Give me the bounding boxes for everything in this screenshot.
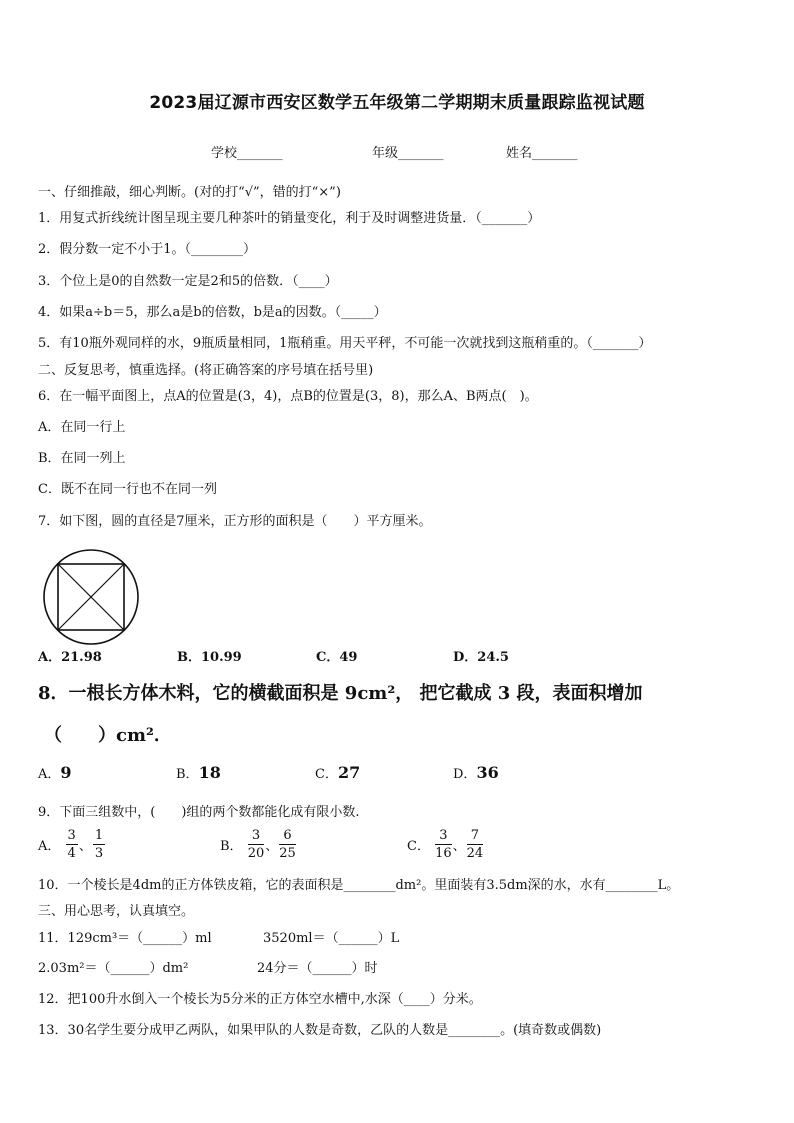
option-label: B． — [220, 839, 243, 854]
option-value: 9 — [60, 763, 72, 782]
question-5: 5．有10瓶外观同样的水，9瓶质量相同，1瓶稍重。用天平秤，不可能一次就找到这瓶稍重的。（_______） — [38, 336, 652, 351]
question-6-option-b: B．在同一列上 — [38, 451, 126, 466]
question-7-option-c: C．49 — [316, 650, 358, 665]
name-field: 姓名_______ — [506, 146, 578, 161]
fraction: $\frac{3}{4}$ — [67, 828, 76, 861]
fraction: $\frac{7}{24}$ — [466, 828, 484, 861]
question-8-option-b — [176, 763, 221, 782]
fraction: $\frac{6}{25}$ — [279, 828, 296, 861]
question-8-line-1: 8．一根长方体木料，它的横截面积是 9cm²， 把它截成 3 段，表面积增加 — [38, 683, 643, 704]
option-label: A． — [38, 839, 61, 854]
option-label: A． — [38, 767, 61, 782]
question-9-option-c: C． $\frac{3}{16}$ 、 $\frac{7}{24}$ — [407, 828, 484, 861]
grade-field: 年级_______ — [372, 146, 444, 161]
option-label: C． — [407, 839, 430, 854]
question-6-option-c: C．既不在同一行也不在同一列 — [38, 482, 217, 497]
section-2-heading: 二、反复思考，慎重选择。(将正确答案的序号填在括号里) — [38, 363, 374, 378]
option-label: D． — [453, 767, 477, 782]
question-7-stem: 7．如下图，圆的直径是7厘米，正方形的面积是（ ）平方厘米。 — [38, 514, 432, 529]
question-9-stem: 9．下面三组数中，( )组的两个数都能化成有限小数. — [38, 805, 360, 820]
question-2: 2．假分数一定不小于1。（________） — [38, 242, 257, 257]
question-8-option-d — [453, 763, 499, 782]
question-8-option-c — [315, 763, 360, 782]
question-11-a: 11．129cm³＝（______）ml — [38, 931, 212, 946]
page-title: 2023届辽源市西安区数学五年级第二学期期末质量跟踪监视试题 — [149, 93, 645, 113]
option-value: 36 — [476, 763, 499, 782]
school-field: 学校_______ — [211, 146, 283, 161]
question-6-stem: 6．在一幅平面图上，点A的位置是(3，4)，点B的位置是(3，8)，那么A、B两点( )。 — [38, 389, 538, 404]
fraction: $\frac{3}{20}$ — [247, 828, 265, 861]
circle-square-figure — [42, 548, 140, 646]
question-8-line-2: （ ）cm²． — [44, 725, 172, 746]
option-label: B． — [176, 767, 199, 782]
section-3-heading: 三、用心思考，认真填空。 — [38, 904, 195, 919]
question-7-option-a: A．21.98 — [38, 650, 102, 665]
fraction: $\frac{1}{3}$ — [94, 828, 104, 861]
question-11-b: 3520ml＝（______）L — [263, 931, 400, 946]
question-3: 3．个位上是0的自然数一定是2和5的倍数．（____） — [38, 274, 338, 289]
question-12: 12．把100升水倒入一个棱长为5分米的正方体空水槽中,水深（____）分米。 — [38, 992, 482, 1007]
question-9-option-a: A． $\frac{3}{4}$ 、 $\frac{1}{3}$ — [38, 828, 104, 861]
fraction: $\frac{3}{16}$ — [435, 828, 452, 861]
question-4: 4．如果a÷b＝5，那么a是b的倍数，b是a的因数。（_____） — [38, 305, 387, 320]
option-value: 18 — [198, 763, 221, 782]
question-8-option-a — [38, 763, 72, 782]
question-9-option-b: B． $\frac{3}{20}$ 、 $\frac{6}{25}$ — [220, 828, 296, 861]
question-13: 13．30名学生要分成甲乙两队，如果甲队的人数是奇数，乙队的人数是________。(填奇数或偶数) — [38, 1023, 602, 1038]
section-1-heading: 一、仔细推敲，细心判断。(对的打“√”，错的打“×”) — [38, 185, 341, 200]
question-7-option-d: D．24.5 — [453, 650, 509, 665]
question-11-c: 2.03m²＝（______）dm² — [38, 961, 189, 976]
question-7-option-b: B．10.99 — [177, 650, 242, 665]
question-1: 1．用复式折线统计图呈现主要几种茶叶的销量变化，利于及时调整进货量．（_______） — [38, 211, 541, 226]
question-11-d: 24分＝（______）时 — [257, 961, 378, 976]
option-label: C． — [315, 767, 338, 782]
question-10: 10．一个棱长是4dm的正方体铁皮箱，它的表面积是________dm²。里面装有3.5dm深的水，水有________L。 — [38, 878, 680, 893]
question-6-option-a: A．在同一行上 — [38, 420, 126, 435]
option-value: 27 — [337, 763, 361, 782]
